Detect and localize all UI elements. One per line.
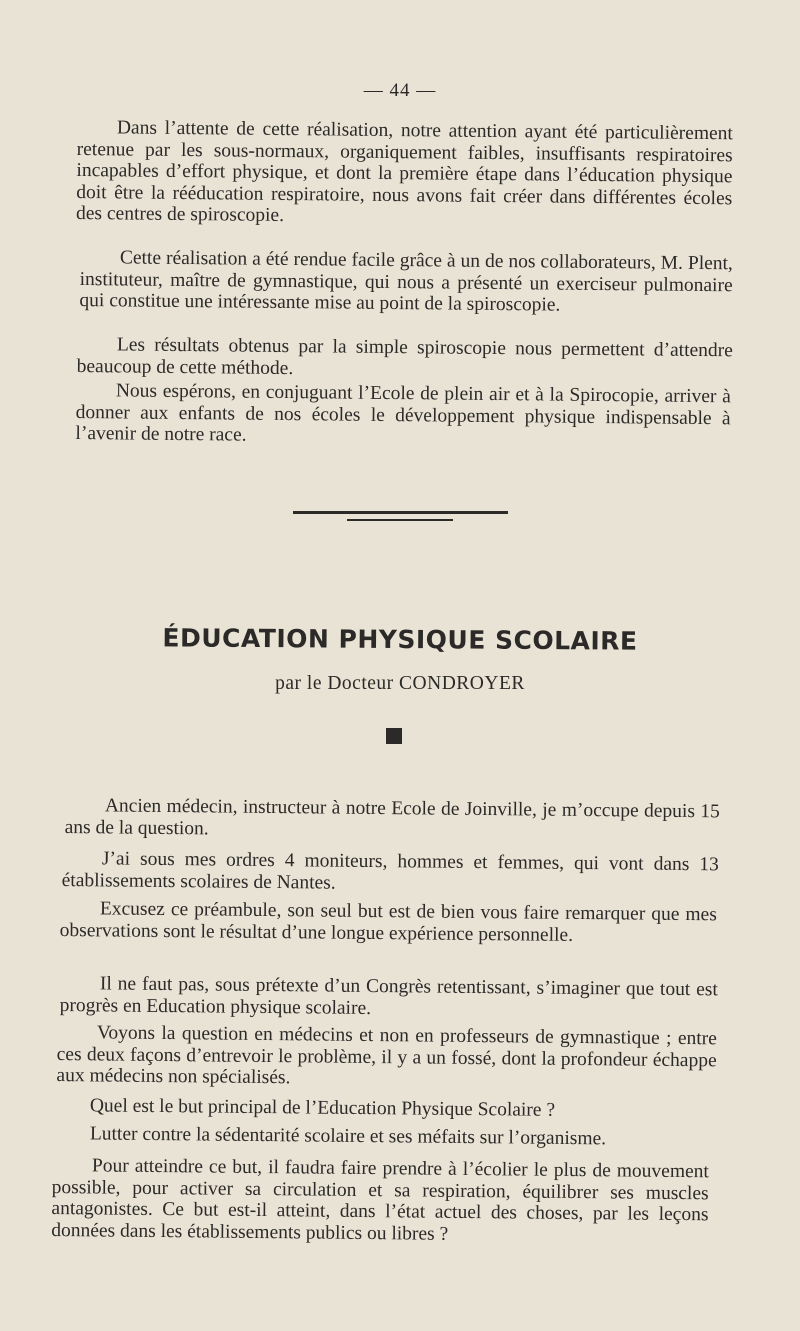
article-paragraph-3: Excusez ce préambule, son seul but est de bien vous faire remarquer que mes observations sont le résultat d’une longue expérience personnelle.	[59, 898, 717, 946]
ornament-square-icon	[386, 728, 402, 744]
intro-paragraph-2: Cette réalisation a été rendue facile grâce à un de nos collaborateurs, M. Plent, instituteur, maître de gymnastique, qui nous a présenté un exerciseur pulmonaire qui constitue une intéressante mise au point de la spiroscopie.	[79, 247, 733, 316]
article-paragraph-2: J’ai sous mes ordres 4 moniteurs, hommes et femmes, qui vont dans 13 établissements scolaires de Nantes.	[61, 848, 719, 894]
article-paragraph-8: Pour atteindre ce but, il faudra faire prendre à l’écolier le plus de mouvement possible, pour activer sa circulation et sa respiration, équilibrer ses muscles antagonistes. Ce but est-il atteint, dans l’état actuel des choses, par les leçons données dans les établissements publics ou libres ?	[51, 1155, 709, 1245]
article-paragraph-6: Quel est le but principal de l’Education Physique Scolaire ?	[89, 1095, 556, 1121]
article-paragraph-4: Il ne faut pas, sous prétexte d’un Congrès retentissant, s’imaginer que tout est progrès en Education physique scolaire.	[59, 973, 718, 1019]
intro-paragraph-4: Nous espérons, en conjuguant l’Ecole de plein air et à la Spirocopie, arriver à donner aux enfants de nos écoles le développement physique indispensable à l’avenir de notre race.	[75, 380, 731, 446]
intro-paragraph-3: Les résultats obtenus par la simple spiroscopie nous permettent d’attendre beaucoup de cette méthode.	[76, 334, 733, 379]
intro-paragraph-1: Dans l’attente de cette réalisation, notre attention ayant été particulièrement retenue par les sous-normaux, organiquement faibles, insuffisants respiratoires incapables d’effort physique, et dont la première étape dans l’éducation physique doit être la rééducation respiratoire, nous avons fait créer dans différentes écoles des centres de spiroscopie.	[75, 117, 733, 226]
article-paragraph-7: Lutter contre la sédentarité scolaire et ses méfaits sur l’organisme.	[89, 1123, 607, 1150]
article-paragraph-1: Ancien médecin, instructeur à notre Ecole de Joinville, je m’occupe depuis 15 ans de la question.	[64, 795, 720, 839]
article-title: ÉDUCATION PHYSIQUE SCOLAIRE	[162, 623, 638, 656]
page-number: — 44 —	[363, 80, 437, 101]
separator-line-long	[293, 511, 508, 514]
separator-line-short	[347, 519, 453, 521]
article-paragraph-5: Voyons la question en médecins et non en professeurs de gymnastique ; entre ces deux façons d’entrevoir le problème, il y a un fossé, dont la profondeur échappe aux médecins non spécialisés.	[56, 1022, 717, 1089]
article-byline: par le Docteur CONDROYER	[275, 673, 525, 694]
